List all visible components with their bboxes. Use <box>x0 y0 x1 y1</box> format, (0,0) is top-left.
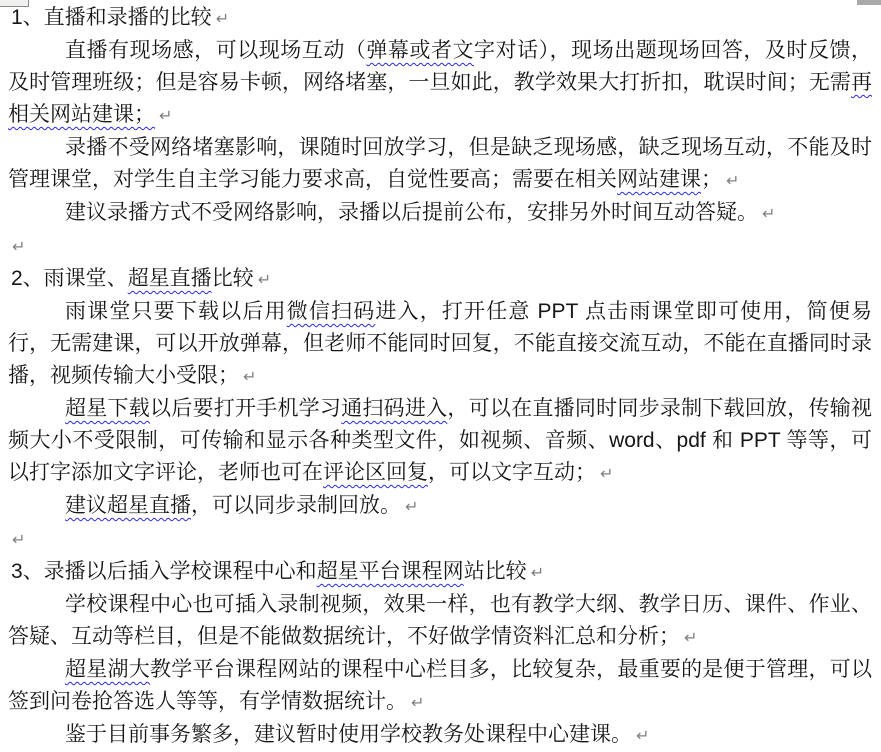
document-body[interactable] <box>8 2 872 752</box>
paragraph-yuketang[interactable] <box>8 296 872 393</box>
spellcheck-flagged-text[interactable]: 评论区回复 <box>323 461 428 484</box>
paragraph-mark-icon: ↵ <box>684 628 698 647</box>
spellcheck-flagged-text[interactable]: 超星直播 <box>127 267 212 290</box>
spellcheck-flagged-text[interactable]: 再相关网站建课； <box>8 71 872 126</box>
paragraph-mark-icon: ↵ <box>530 563 545 582</box>
paragraph-final-recommendation[interactable] <box>8 719 872 752</box>
text-run[interactable]: 2、雨课堂、 <box>11 267 128 290</box>
paragraph-school-course-center[interactable] <box>8 589 872 654</box>
spellcheck-flagged-text[interactable]: 通扫码进入 <box>341 397 448 420</box>
spellcheck-flagged-text[interactable]: 网站建课 <box>617 168 701 191</box>
text-run[interactable]: 3、录播以后插入学校课程中心和 <box>11 560 317 583</box>
paragraph-chaoxing[interactable] <box>8 393 872 490</box>
paragraph-blank-1[interactable] <box>8 230 872 263</box>
spellcheck-flagged-text[interactable]: 微信扫码 <box>286 300 376 323</box>
text-run[interactable]: 直播有现场感，可以现场互动（ <box>65 39 367 62</box>
text-run[interactable]: 1、直播和录播的比较 <box>11 6 212 29</box>
paragraph-mark-icon: ↵ <box>12 237 26 256</box>
paragraph-mark-icon: ↵ <box>726 171 740 190</box>
text-run[interactable]: 比较 <box>211 267 254 290</box>
paragraph-mark-icon: ↵ <box>411 693 425 712</box>
paragraph-chaoxing-platform[interactable] <box>8 654 872 719</box>
paragraph-mark-icon: ↵ <box>257 270 272 289</box>
text-run[interactable]: 字对话），现场出题现场回答，及时反馈，及时管理班级；但是容易卡顿，网络堵塞，一旦如此，教学效果大打折扣，耽误时间；无需 <box>8 39 873 94</box>
text-run[interactable]: 以后要打开手机学习 <box>149 397 342 420</box>
text-run[interactable]: 站比较 <box>463 560 527 583</box>
text-run[interactable]: 录播不受网络堵塞影响，课随时回放学习，但是缺乏现场感，缺乏现场互动，不能及时管理课堂，对学生自主学习能力要求高，自觉性要高；需要在相关 <box>8 136 872 191</box>
text-run[interactable]: ，可以在直播同时同步录制下载回放，传输视频大小不受限制，可传输和显示各种类型文件，如视频、音频、word、pdf 和 PPT 等等，可以打字添加文字评论，老师也可在 <box>8 397 873 484</box>
paragraph-mark-icon: ↵ <box>405 497 419 516</box>
paragraph-mark-icon: ↵ <box>636 726 650 745</box>
text-run[interactable]: 进入，打开任意 PPT 点击雨课堂即可使用，简便易行，无需建课，可以开放弹幕，但老师不能同时回复，不能直接交流互动，不能在直播同时录播，视频传输大小受限； <box>8 300 873 387</box>
text-run[interactable]: ； <box>701 168 722 191</box>
spellcheck-flagged-text[interactable]: 超星下载 <box>65 397 150 420</box>
paragraph-mark-icon: ↵ <box>243 367 257 386</box>
paragraph-mark-icon: ↵ <box>159 106 173 125</box>
paragraph-blank-2[interactable] <box>8 523 872 556</box>
spellcheck-flagged-text[interactable]: 超星平台课程网 <box>316 560 464 583</box>
spellcheck-flagged-text[interactable]: 建议超星直播 <box>65 494 191 517</box>
heading-section-1[interactable] <box>8 2 872 35</box>
spellcheck-flagged-text[interactable]: 弹幕或者文 <box>366 39 475 62</box>
paragraph-mark-icon: ↵ <box>762 204 776 223</box>
text-run[interactable]: 建议录播方式不受网络影响，录播以后提前公布，安排另外时间互动答疑。 <box>65 201 758 224</box>
paragraph-mark-icon: ↵ <box>215 9 230 28</box>
text-run[interactable]: 鉴于目前事务繁多，建议暂时使用学校教务处课程中心建课。 <box>65 723 632 746</box>
heading-section-3[interactable] <box>8 556 872 589</box>
text-run[interactable]: 雨课堂只要下载以后用 <box>65 300 287 323</box>
heading-section-2[interactable] <box>8 263 872 296</box>
text-run[interactable]: 学校课程中心也可插入录制视频，效果一样，也有教学大纲、教学日历、课件、作业、答疑、互动等栏目，但是不能做数据统计，不好做学情资料汇总和分析； <box>8 593 872 648</box>
text-run[interactable]: 教学平台课程网站的课程中心栏目多，比较复杂，最重要的是便于管理，可以签到问卷抢答选人等等，有学情数据统计。 <box>8 658 873 713</box>
paragraph-recommendation-chaoxing[interactable] <box>8 490 872 523</box>
text-run[interactable]: ，可以文字互动； <box>428 461 596 484</box>
text-run[interactable]: ，可以同步录制回放。 <box>191 494 401 517</box>
paragraph-live-vs-recorded-live[interactable] <box>8 35 872 132</box>
paragraph-mark-icon: ↵ <box>600 464 614 483</box>
paragraph-live-vs-recorded-recorded[interactable] <box>8 132 872 197</box>
paragraph-recommendation-recorded[interactable] <box>8 197 872 230</box>
paragraph-mark-icon: ↵ <box>12 530 26 549</box>
spellcheck-flagged-text[interactable]: 超星湖大 <box>65 658 150 681</box>
